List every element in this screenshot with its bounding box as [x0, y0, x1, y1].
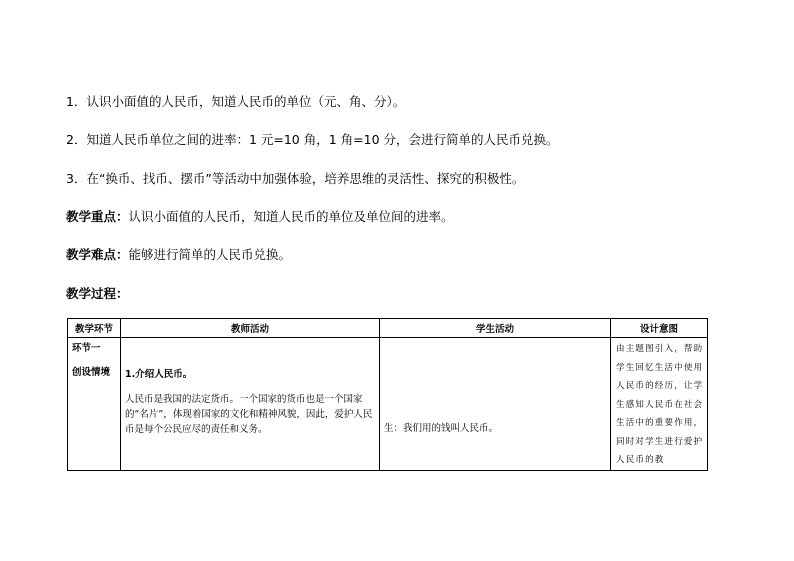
objective-3-text: 在“换币、找币、摆币”等活动中加强体验，培养思维的灵活性、探究的积极性。	[86, 171, 525, 186]
header-design-intent: 设计意图	[611, 319, 708, 338]
stage-cell	[68, 338, 121, 471]
design-intent-cell	[611, 338, 708, 471]
objective-1-text: 认识小面值的人民币，知道人民币的单位（元、角、分）。	[86, 94, 406, 109]
objective-2-text: 知道人民币单位之间的进率：1 元=10 角，1 角=10 分，会进行简单的人民币兑换。	[86, 132, 559, 147]
objective-1-number: 1．	[66, 94, 87, 109]
difficult-point	[66, 247, 291, 263]
key-point-text: 认识小面值的人民币，知道人民币的单位及单位间的进率。	[128, 209, 454, 224]
table-header-row	[68, 319, 708, 338]
teacher-subtitle: 1.介绍人民币。	[125, 369, 193, 380]
stage-number: 环节一	[72, 343, 101, 354]
objective-2	[66, 132, 559, 148]
difficult-point-text: 能够进行简单的人民币兑换。	[128, 247, 292, 262]
table-row	[68, 338, 708, 471]
objective-1	[66, 94, 405, 110]
objective-3	[66, 171, 524, 187]
stage-name: 创设情境	[72, 367, 111, 378]
difficult-point-label: 教学难点：	[66, 247, 129, 262]
header-teacher-activity: 教师活动	[121, 319, 380, 338]
teacher-text: 人民币是我国的法定货币。一个国家的货币也是一个国家的“名片”，体现着国家的文化和精神风貌，因此，爱护人民币是每个公民应尽的责任和义务。	[125, 394, 373, 435]
process-heading: 教学过程：	[66, 286, 129, 301]
objective-2-number: 2．	[66, 132, 87, 147]
student-text: 生：我们用的钱叫人民币。	[384, 423, 499, 434]
header-student-activity: 学生活动	[380, 319, 611, 338]
teaching-process-table	[67, 318, 708, 471]
key-point-label: 教学重点：	[66, 209, 129, 224]
objective-3-number: 3．	[66, 171, 87, 186]
header-stage: 教学环节	[68, 319, 121, 338]
key-point	[66, 209, 454, 225]
student-activity-cell	[380, 338, 611, 471]
teacher-activity-cell	[121, 338, 380, 471]
design-intent-text: 由主题图引入，帮助学生回忆生活中使用人民币的经历，让学生感知人民币在社会生活中的重要作用，同时对学生进行爱护人民币的教	[616, 344, 704, 465]
